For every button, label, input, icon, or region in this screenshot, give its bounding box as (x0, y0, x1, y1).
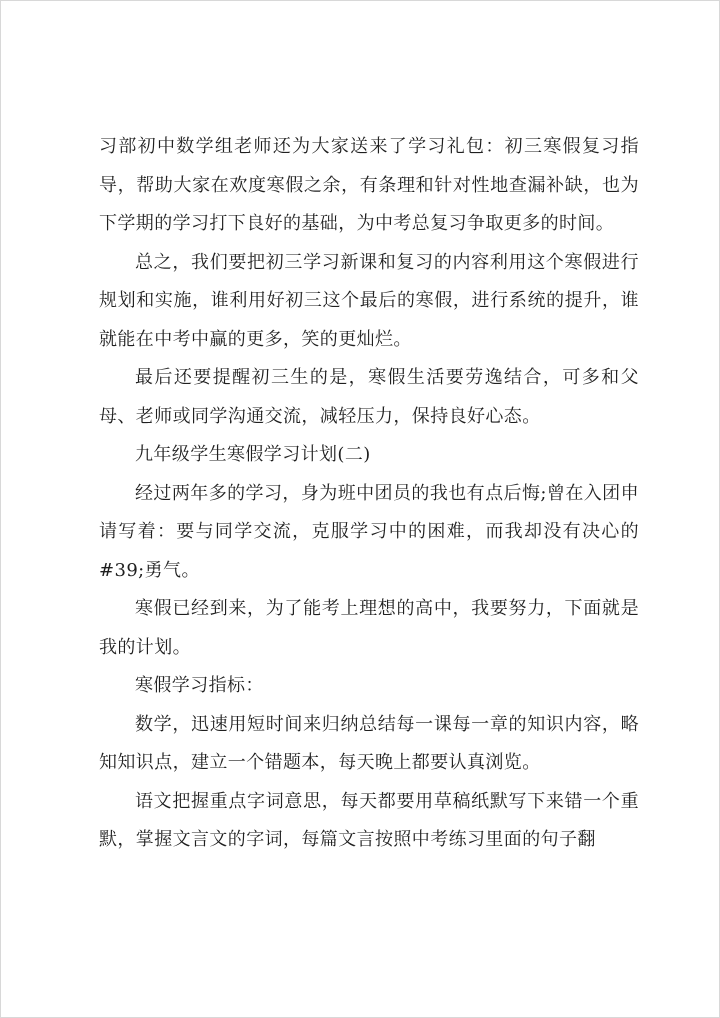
paragraph-math: 数学，迅速用短时间来归纳总结每一课每一章的知识内容，略知知识点，建立一个错题本，每天晚上都要认真浏览。 (99, 713, 639, 773)
paragraph-6: 寒假已经到来，为了能考上理想的高中，我要努力，下面就是我的计划。 (99, 598, 639, 658)
paragraph-2: 总之，我们要把初三学习新课和复习的内容利用这个寒假进行规划和实施，谁利用好初三这个最后的寒假，进行系统的提升，谁就能在中考中赢的更多，笑的更灿烂。 (99, 251, 639, 350)
paragraph-chinese: 语文把握重点字词意思，每天都要用草稿纸默写下来错一个重默，掌握文言文的字词，每篇文言按照中考练习里面的句子翻 (99, 790, 639, 850)
paragraph-5: 经过两年多的学习，身为班中团员的我也有点后悔;曾在入团申请写着：要与同学交流，克服学习中的困难，而我却没有决心的#39;勇气。 (99, 482, 639, 581)
subheading-goals: 寒假学习指标： (135, 675, 264, 696)
paragraph-3: 最后还要提醒初三生的是，寒假生活要劳逸结合，可多和父母、老师或同学沟通交流，减轻压力，保持良好心态。 (99, 367, 639, 427)
document-body (99, 128, 639, 860)
section-heading: 九年级学生寒假学习计划(二) (135, 444, 371, 465)
paragraph-1: 习部初中数学组老师还为大家送来了学习礼包：初三寒假复习指导，帮助大家在欢度寒假之余，有条理和针对性地查漏补缺，也为下学期的学习打下良好的基础，为中考总复习争取更多的时间。 (99, 136, 639, 234)
